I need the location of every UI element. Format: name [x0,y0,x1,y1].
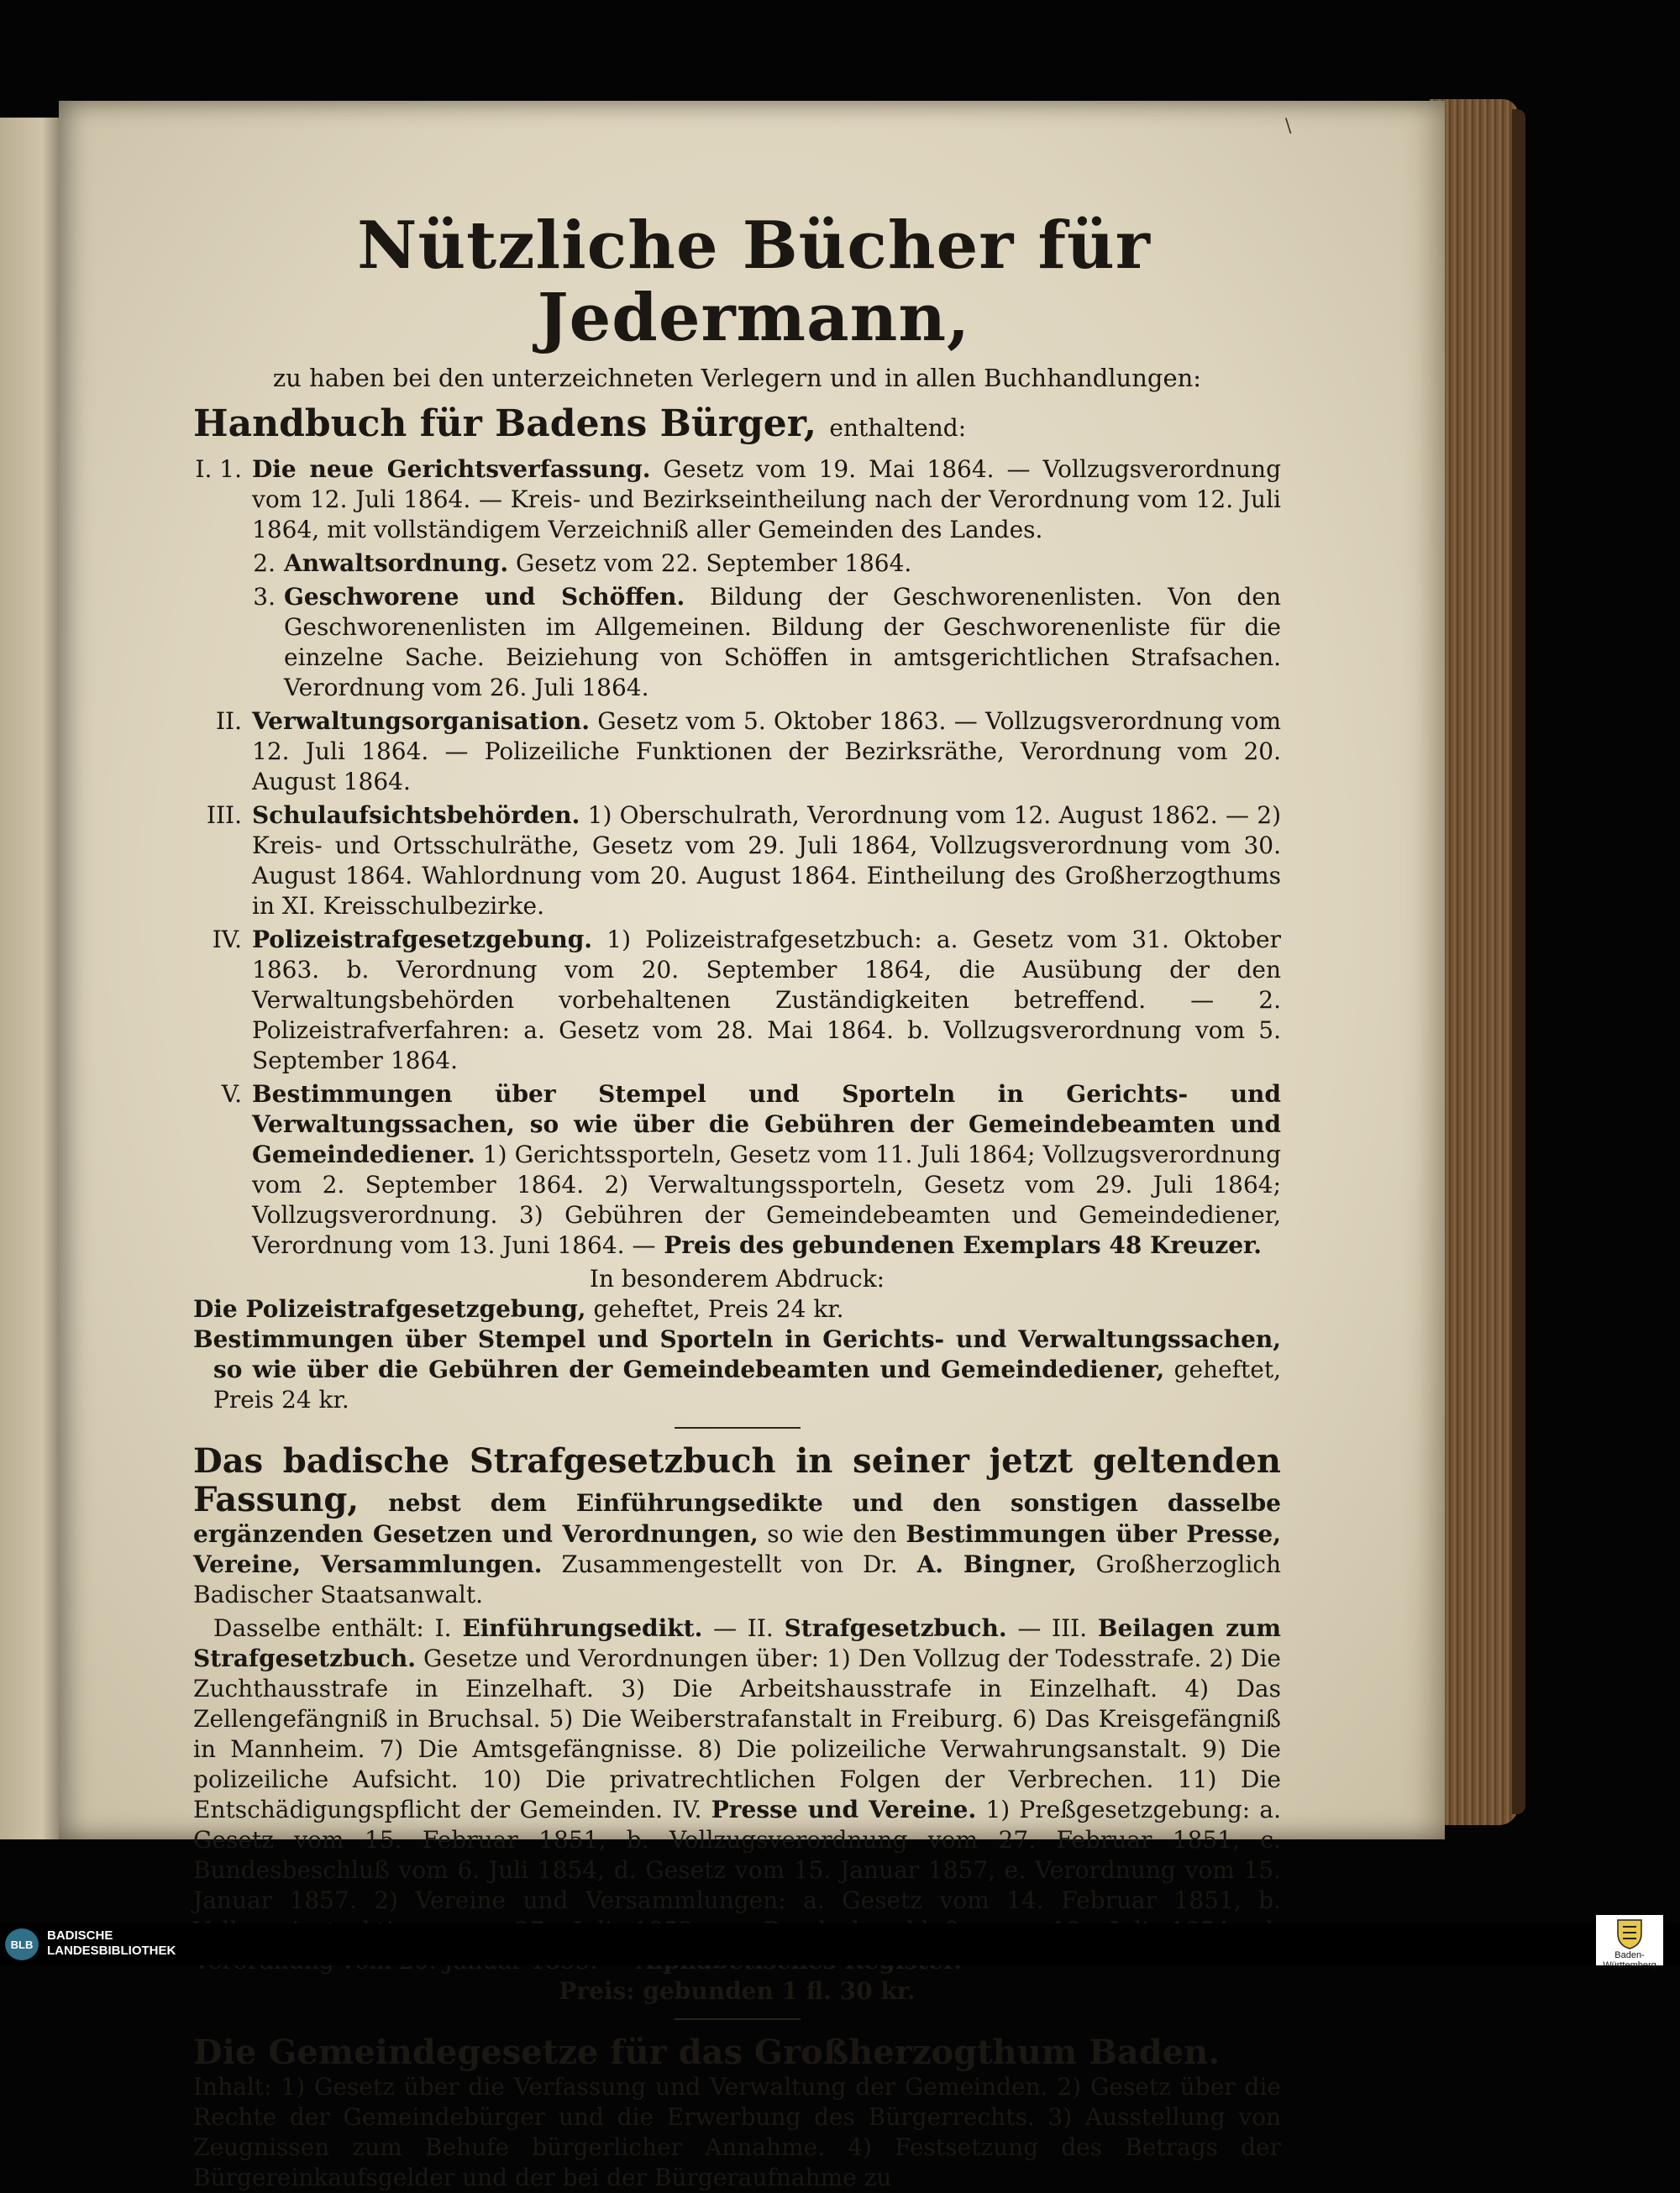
section1-item: I. 1. Die neue Gerichtsverfassung. Gesetz vom 19. Mai 1864. — Vollzugsverordnung vom 12. Juli 1864. — Kreis- und Bezirkseintheilung nach der Verordnung vom 12. Juli 1864, mit vollständigem Verzeichniß aller Gemeinden des Landes. [195,455,1281,543]
page-content [193,207,1282,2193]
section1-item: 3. Geschworene und Schöffen. Bildung der Geschworenenlisten. Von den Geschworenenlisten im Allgemeinen. Bildung der Geschworenenliste für die einzelne Sache. Beiziehung von Schöffen in amtsgerichtlichen Strafsachen. Verordnung vom 26. Juli 1864. [253,583,1281,701]
library-name[interactable]: BADISCHE LANDESBIBLIOTHEK [47,1928,176,1958]
crest-label: Baden-Württemberg [1603,1950,1656,1970]
footer-bar [0,1923,1680,1965]
section2-intro: Das badische Strafgesetzbuch in seiner jetzt geltenden Fassung, nebst dem Einführungsedikte und den sonstigen dasselbe ergänzenden Gesetzen und Verordnungen, so wie den Bestimmungen über Presse, Vereine, Versammlungen. Zusammengestellt von Dr. A. Bingner, Großherzoglich Badischer Staatsanwalt. [193,1441,1281,1608]
special-print-entry: Bestimmungen über Stempel und Sporteln in Gerichts- und Verwaltungssachen, so wie über die Gebühren der Gemeindebeamten und Gemeindediener, geheftet, Preis 24 kr. [193,1325,1281,1414]
section2-contents: Dasselbe enthält: I. Einführungsedikt. — II. Strafgesetzbuch. — III. Beilagen zum Strafgesetzbuch. Gesetze und Verordnungen über: 1) Den Vollzug der Todesstrafe. 2) Die Zuchthausstrafe in Einzelhaft. 3) Die Arbeitshausstrafe in Einzelhaft. 4) Das Zellengefängniß in Bruchsal. 5) Die Weiberstrafanstalt in Freiburg. 6) Das Kreisgefängniß in Mannheim. 7) Die Amtsgefängnisse. 8) Die polizeiliche Verwahrungsanstalt. 9) Die polizeiliche Aufsicht. 10) Die privatrechtlichen Folgen der Verbrechen. 11) Die Entschädigungspflicht der Gemeinden. IV. Presse und Vereine. 1) Preßgesetzgebung: a. Gesetz vom 15. Februar 1851, b. Vollzugsverordnung vom 27. Februar 1851, c. Bundesbeschluß vom 6. Juli 1854, d. Gesetz vom 15. Januar 1857, e. Verordnung vom 15. Januar 1857. 2) Vereine und Versammlungen: a. Gesetz vom 14. Februar 1851, b. [193,1614,1282,1914]
section1-heading: Handbuch für Badens Bürger, enthaltend: [193,402,967,445]
page-subtitle: zu haben bei den unterzeichneten Verlegern und in allen Buchhandlungen: [272,364,1202,392]
section1-item: 2. Anwaltsordnung. Gesetz vom 22. September 1864. [253,549,912,577]
section1-item: II. Verwaltungsorganisation. Gesetz vom 5. Oktober 1863. — Vollzugsverordnung vom 12. Juli 1864. — Polizeiliche Funktionen der Bezirksräthe, Verordnung vom 20. August 1864. [215,707,1281,795]
section1-item: III. Schulaufsichtsbehörden. 1) Oberschulrath, Verordnung vom 12. August 1862. — 2) Kreis- und Ortsschulräthe, Gesetz vom 29. Juli 1864, Vollzugsverordnung vom 30. August 1864. Wahlordnung vom 20. August 1864. Eintheilung des Großherzogthums in XI. Kreisschulbezirke. [206,801,1281,920]
page-title: Nützliche Bücher für Jedermann, [357,207,1151,356]
special-print-entry: Die Polizeistrafgesetzgebung, geheftet, Preis 24 kr. [193,1295,844,1323]
blb-logo[interactable]: BLB [5,1928,39,1960]
section3-text: Inhalt: 1) Gesetz über die Verfassung und Verwaltung der Gemeinden. 2) Gesetz über die Rechte der Gemeindebürger und die Erwerbung des Bürgerrechts. 3) Ausstellung von Zeugnissen zum Behufe bürgerlicher Annahme. 4) Festsetzung des Betrags der Bürgereinkaufsgelder und der bei der Bürgeraufnahme zu [193,2073,1281,2191]
section-divider [675,2018,801,2020]
page-mark: \ [1285,116,1292,137]
book-cover-edge [1512,109,1525,1814]
bw-crest[interactable] [1596,1915,1663,1970]
section1-item: V. Bestimmungen über Stempel und Sporteln in Gerichts- und Verwaltungssachen, so wie über die Gebühren der Gemeindebeamten und Gemeindediener. 1) Gerichtssporteln, Gesetz vom 11. Juli 1864; Vollzugsverordnung vom 2. September 1864. 2) Verwaltungssporteln, Gesetz vom 29. Juli 1864; Vollzugsverordnung. 3) Gebühren der Gemeindebeamten und Gemeindediener, Verordnung vom 13. Juni 1864. — Preis des gebundenen Exemplars 48 Kreuzer. [221,1080,1281,1259]
crest-icon [1614,1917,1645,1950]
special-print-label: In besonderem Abdruck: [589,1265,885,1293]
section2-heading: Das badische Strafgesetzbuch in seiner jetzt geltenden Fassung, [193,1441,1281,1519]
section2-price: Preis: gebunden 1 fl. 30 kr. [559,1977,916,2005]
section1-item: IV. Polizeistrafgesetzgebung. 1) Polizeistrafgesetzbuch: a. Gesetz vom 31. Oktober 1863. b. Verordnung vom 20. September 1864, die Ausübung der den Verwaltungsbehörden vorbehaltenen Zuständigkeiten betreffend. — 2. Polizeistrafverfahren: a. Gesetz vom 28. Mai 1864. b. Vollzugsverordnung vom 5. September 1864. [212,926,1281,1074]
section-divider [675,1427,801,1429]
left-page-edge [0,118,60,1839]
section3-heading: Die Gemeindegesetze für das Großherzogthum Baden. [193,2033,1221,2072]
